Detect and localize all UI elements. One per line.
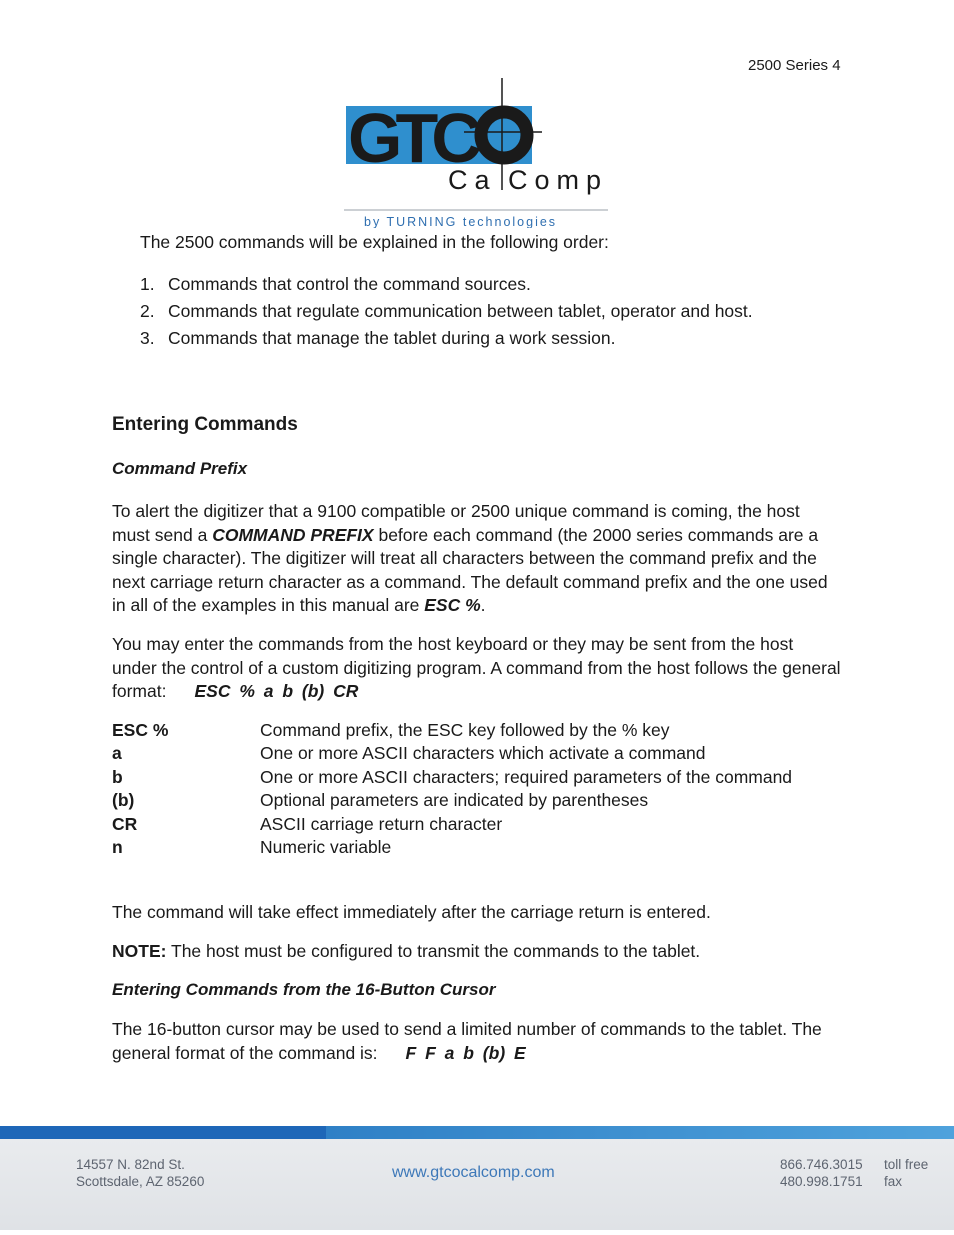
section-heading: Entering Commands xyxy=(112,414,298,435)
definition-row: a One or more ASCII characters which activate a command xyxy=(112,743,706,764)
logo-name-right: Comp xyxy=(508,165,609,195)
definition-row: ESC % Command prefix, the ESC key followed by the % key xyxy=(112,720,670,740)
definition-row: n Numeric variable xyxy=(112,836,392,857)
format-string: ESC % a b (b) CR xyxy=(194,681,359,701)
footer-website: www.gtcocalcomp.com xyxy=(392,1164,555,1181)
note-label: NOTE: xyxy=(112,941,167,961)
paragraph-prefix: To alert the digitizer that a 9100 compatible or 2500 unique command is coming, the host must send a COMMAND PREFIX before each command (the 2000 series commands are a single character). The digitizer will treat all characters between the command prefix and the next carriage return character as a command. The default command prefix and the one used in all of the examples in this manual are ESC %. xyxy=(112,501,828,615)
gtco-calcomp-logo xyxy=(344,78,612,228)
definition-row: b One or more ASCII characters; required parameters of the command xyxy=(112,766,793,787)
definitions-list xyxy=(112,719,792,859)
logo-graphic xyxy=(344,78,612,228)
list-item: 2. Commands that regulate communication between tablet, operator and host. xyxy=(140,301,753,321)
list-item: 3. Commands that manage the tablet during a work session. xyxy=(140,328,616,348)
cursor-format-string: F F a b (b) E xyxy=(405,1042,526,1063)
paragraph-effect: The command will take effect immediately after the carriage return is entered. xyxy=(112,902,711,922)
footer-phone-labels: toll free fax xyxy=(884,1157,929,1189)
footer-address: 14557 N. 82nd St. Scottsdale, AZ 85260 xyxy=(76,1157,205,1189)
subheading-cursor-commands: Entering Commands from the 16-Button Cursor xyxy=(112,980,496,999)
subheading-command-prefix: Command Prefix xyxy=(112,459,248,478)
logo-letters: GTC xyxy=(348,99,475,177)
footer-color-band xyxy=(0,1126,954,1139)
paragraph-cursor: The 16-button cursor may be used to send a limited number of commands to the tablet. The general format of the command is: F F a b (b) E xyxy=(112,1018,852,1065)
paragraph-format: You may enter the commands from the host keyboard or they may be sent from the host under the control of a custom digitizing program. A command from the host follows the general format: ESC % a b (b) CR xyxy=(112,633,842,704)
page-number-label: 2500 Series 4 xyxy=(748,57,841,74)
list-item: 1. Commands that control the command sources. xyxy=(140,274,531,294)
order-list xyxy=(140,273,753,354)
note-paragraph: NOTE: The host must be configured to transmit the commands to the tablet. xyxy=(112,941,701,961)
intro-text: The 2500 commands will be explained in the following order: xyxy=(140,232,609,252)
logo-name-left: Ca xyxy=(448,165,497,195)
definition-row: (b) Optional parameters are indicated by parentheses xyxy=(112,790,649,811)
logo-tagline: by TURNING technologies xyxy=(364,215,558,228)
definition-row: CR ASCII carriage return character xyxy=(112,813,503,834)
footer-phones: 866.746.3015 480.998.1751 xyxy=(780,1157,863,1189)
